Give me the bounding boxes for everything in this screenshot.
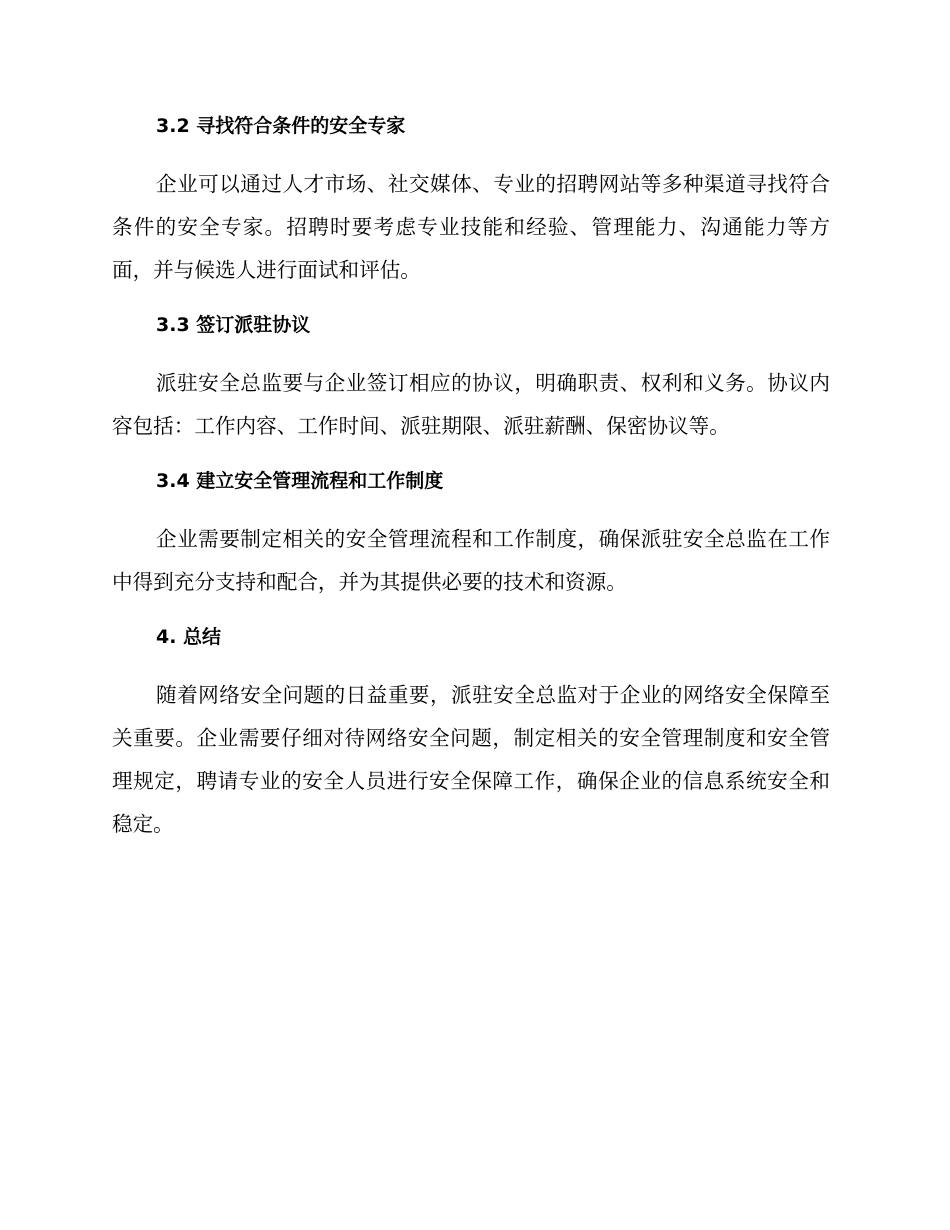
section-paragraph-3-3: 派驻安全总监要与企业签订相应的协议，明确职责、权利和义务。协议内容包括：工作内容、工作时间、派驻期限、派驻薪酬、保密协议等。 <box>112 371 830 438</box>
section-paragraph-3-4: 企业需要制定相关的安全管理流程和工作制度，确保派驻安全总监在工作中得到充分支持和配合，并为其提供必要的技术和资源。 <box>112 527 830 594</box>
section-paragraph-3-2: 企业可以通过人才市场、社交媒体、专业的招聘网站等多种渠道寻找符合条件的安全专家。招聘时要考虑专业技能和经验、管理能力、沟通能力等方面，并与候选人进行面试和评估。 <box>112 172 830 282</box>
section-heading-3-2: 3.2 寻找符合条件的安全专家 <box>156 115 406 137</box>
section-heading-3-3: 3.3 签订派驻协议 <box>156 314 311 336</box>
section-paragraph-4: 随着网络安全问题的日益重要，派驻安全总监对于企业的网络安全保障至关重要。企业需要仔细对待网络安全问题，制定相关的安全管理制度和安全管理规定，聘请专业的安全人员进行安全保障工作，确保企业的信息系统安全和稳定。 <box>112 683 830 836</box>
document-page <box>112 108 830 846</box>
section-heading-3-4: 3.4 建立安全管理流程和工作制度 <box>156 470 444 492</box>
section-heading-4: 4. 总结 <box>156 626 222 648</box>
